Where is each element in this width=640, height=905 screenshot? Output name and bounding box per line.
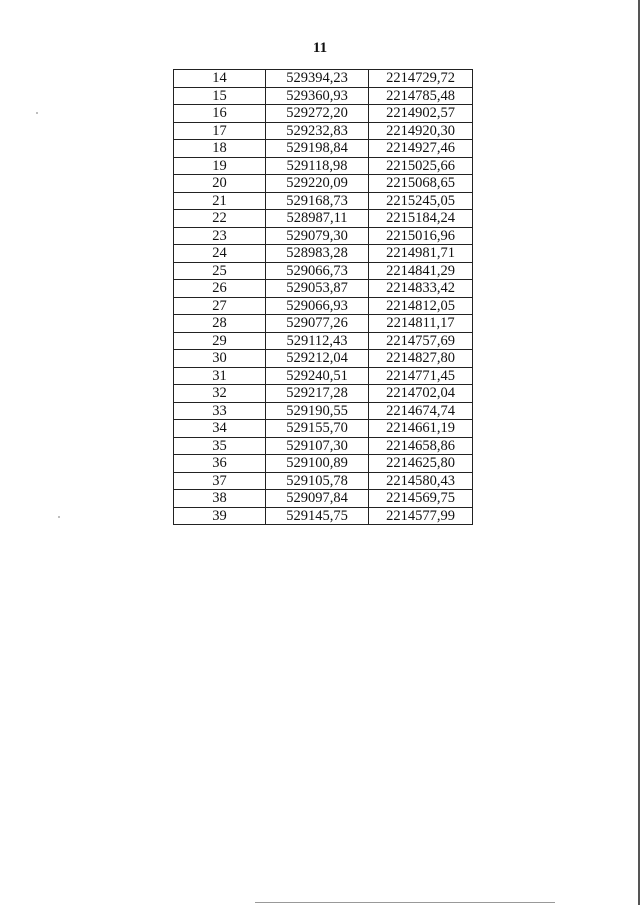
table-row (174, 437, 473, 455)
point-number-cell: 36 (174, 455, 266, 473)
table-row (174, 70, 473, 88)
y-coordinate-cell: 2215025,66 (369, 157, 473, 175)
y-coordinate-cell: 2214580,43 (369, 472, 473, 490)
x-coordinate-cell: 528983,28 (266, 245, 369, 263)
y-coordinate-cell: 2214625,80 (369, 455, 473, 473)
y-coordinate-cell: 2214729,72 (369, 70, 473, 88)
table-row (174, 507, 473, 525)
table-row (174, 472, 473, 490)
x-coordinate-cell: 529394,23 (266, 70, 369, 88)
y-coordinate-cell: 2214927,46 (369, 140, 473, 158)
x-coordinate-cell: 529272,20 (266, 105, 369, 123)
point-number-cell: 31 (174, 367, 266, 385)
table-row (174, 455, 473, 473)
y-coordinate-cell: 2214841,29 (369, 262, 473, 280)
y-coordinate-cell: 2214771,45 (369, 367, 473, 385)
point-number-cell: 33 (174, 402, 266, 420)
x-coordinate-cell: 529118,98 (266, 157, 369, 175)
x-coordinate-cell: 528987,11 (266, 210, 369, 228)
table-row (174, 210, 473, 228)
y-coordinate-cell: 2214702,04 (369, 385, 473, 403)
table-row (174, 367, 473, 385)
x-coordinate-cell: 529105,78 (266, 472, 369, 490)
coordinates-table (173, 69, 473, 525)
y-coordinate-cell: 2215184,24 (369, 210, 473, 228)
y-coordinate-cell: 2214812,05 (369, 297, 473, 315)
y-coordinate-cell: 2215245,05 (369, 192, 473, 210)
point-number-cell: 19 (174, 157, 266, 175)
scan-edge-bottom (255, 902, 555, 903)
table-row (174, 245, 473, 263)
table-row (174, 87, 473, 105)
y-coordinate-cell: 2214920,30 (369, 122, 473, 140)
scan-speck (58, 516, 60, 518)
x-coordinate-cell: 529077,26 (266, 315, 369, 333)
x-coordinate-cell: 529079,30 (266, 227, 369, 245)
x-coordinate-cell: 529066,93 (266, 297, 369, 315)
x-coordinate-cell: 529168,73 (266, 192, 369, 210)
point-number-cell: 20 (174, 175, 266, 193)
y-coordinate-cell: 2214757,69 (369, 332, 473, 350)
table-row (174, 105, 473, 123)
table-row (174, 420, 473, 438)
table-row (174, 402, 473, 420)
x-coordinate-cell: 529220,09 (266, 175, 369, 193)
y-coordinate-cell: 2215068,65 (369, 175, 473, 193)
y-coordinate-cell: 2214827,80 (369, 350, 473, 368)
point-number-cell: 23 (174, 227, 266, 245)
point-number-cell: 22 (174, 210, 266, 228)
x-coordinate-cell: 529217,28 (266, 385, 369, 403)
point-number-cell: 25 (174, 262, 266, 280)
table-row (174, 227, 473, 245)
point-number-cell: 32 (174, 385, 266, 403)
table-row (174, 332, 473, 350)
point-number-cell: 29 (174, 332, 266, 350)
y-coordinate-cell: 2214833,42 (369, 280, 473, 298)
point-number-cell: 38 (174, 490, 266, 508)
x-coordinate-cell: 529145,75 (266, 507, 369, 525)
point-number-cell: 18 (174, 140, 266, 158)
x-coordinate-cell: 529155,70 (266, 420, 369, 438)
point-number-cell: 16 (174, 105, 266, 123)
point-number-cell: 34 (174, 420, 266, 438)
x-coordinate-cell: 529053,87 (266, 280, 369, 298)
x-coordinate-cell: 529212,04 (266, 350, 369, 368)
y-coordinate-cell: 2214569,75 (369, 490, 473, 508)
y-coordinate-cell: 2214902,57 (369, 105, 473, 123)
y-coordinate-cell: 2214811,17 (369, 315, 473, 333)
point-number-cell: 37 (174, 472, 266, 490)
coordinates-table-body (174, 70, 473, 525)
x-coordinate-cell: 529360,93 (266, 87, 369, 105)
y-coordinate-cell: 2214661,19 (369, 420, 473, 438)
table-row (174, 315, 473, 333)
table-row (174, 490, 473, 508)
y-coordinate-cell: 2214658,86 (369, 437, 473, 455)
x-coordinate-cell: 529066,73 (266, 262, 369, 280)
y-coordinate-cell: 2214981,71 (369, 245, 473, 263)
point-number-cell: 17 (174, 122, 266, 140)
x-coordinate-cell: 529232,83 (266, 122, 369, 140)
point-number-cell: 35 (174, 437, 266, 455)
table-row (174, 140, 473, 158)
x-coordinate-cell: 529240,51 (266, 367, 369, 385)
point-number-cell: 30 (174, 350, 266, 368)
x-coordinate-cell: 529100,89 (266, 455, 369, 473)
scan-speck (36, 112, 38, 114)
page-number: 11 (312, 40, 328, 56)
table-row (174, 350, 473, 368)
point-number-cell: 15 (174, 87, 266, 105)
table-row (174, 280, 473, 298)
table-row (174, 157, 473, 175)
x-coordinate-cell: 529097,84 (266, 490, 369, 508)
y-coordinate-cell: 2215016,96 (369, 227, 473, 245)
point-number-cell: 26 (174, 280, 266, 298)
y-coordinate-cell: 2214674,74 (369, 402, 473, 420)
point-number-cell: 28 (174, 315, 266, 333)
point-number-cell: 39 (174, 507, 266, 525)
x-coordinate-cell: 529198,84 (266, 140, 369, 158)
table-row (174, 122, 473, 140)
point-number-cell: 21 (174, 192, 266, 210)
point-number-cell: 27 (174, 297, 266, 315)
table-row (174, 297, 473, 315)
table-row (174, 262, 473, 280)
y-coordinate-cell: 2214577,99 (369, 507, 473, 525)
table-row (174, 175, 473, 193)
x-coordinate-cell: 529107,30 (266, 437, 369, 455)
x-coordinate-cell: 529112,43 (266, 332, 369, 350)
x-coordinate-cell: 529190,55 (266, 402, 369, 420)
table-row (174, 192, 473, 210)
point-number-cell: 14 (174, 70, 266, 88)
point-number-cell: 24 (174, 245, 266, 263)
table-row (174, 385, 473, 403)
y-coordinate-cell: 2214785,48 (369, 87, 473, 105)
